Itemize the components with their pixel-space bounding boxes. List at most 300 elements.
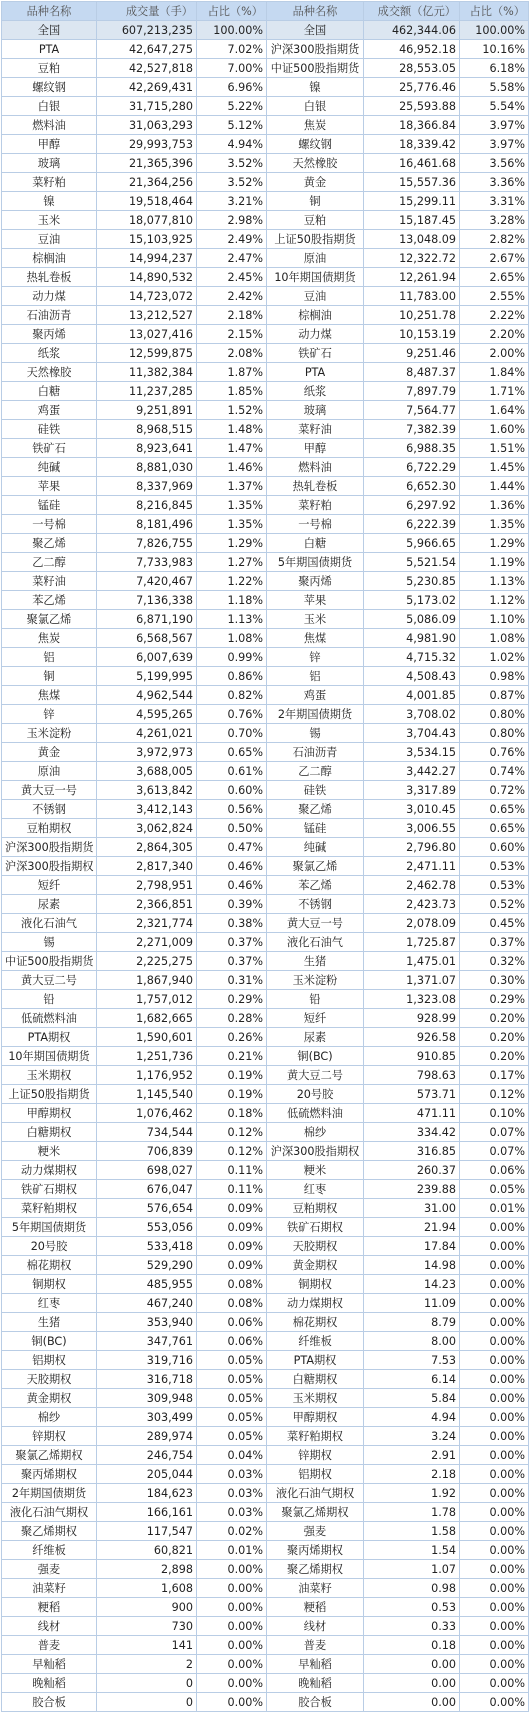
table-row bbox=[2, 1674, 529, 1693]
right-share-cell: 0.00% bbox=[460, 1256, 529, 1275]
right-name-cell: 沪深300股指期权 bbox=[267, 1142, 364, 1161]
right-share-cell: 0.05% bbox=[460, 1180, 529, 1199]
right-name-cell: 豆粕 bbox=[267, 211, 364, 230]
right-share-cell: 10.16% bbox=[460, 40, 529, 59]
left-volume-cell: 7,826,755 bbox=[97, 534, 197, 553]
right-name-cell: 苹果 bbox=[267, 591, 364, 610]
right-name-cell: 中证500股指期货 bbox=[267, 59, 364, 78]
right-name-cell: 黄大豆一号 bbox=[267, 914, 364, 933]
table-row bbox=[2, 1332, 529, 1351]
right-name-cell: 纯碱 bbox=[267, 838, 364, 857]
table-row bbox=[2, 1256, 529, 1275]
right-share-cell: 0.52% bbox=[460, 895, 529, 914]
left-share-cell: 1.27% bbox=[197, 553, 267, 572]
right-share-cell: 0.07% bbox=[460, 1123, 529, 1142]
right-name-cell: 铜(BC) bbox=[267, 1047, 364, 1066]
right-name-cell: 玉米淀粉 bbox=[267, 971, 364, 990]
left-name-cell: 鸡蛋 bbox=[2, 401, 97, 420]
right-name-cell: 纤维板 bbox=[267, 1332, 364, 1351]
right-share-cell: 2.82% bbox=[460, 230, 529, 249]
left-share-cell: 0.09% bbox=[197, 1218, 267, 1237]
right-amount-cell: 334.42 bbox=[364, 1123, 460, 1142]
left-volume-cell: 117,547 bbox=[97, 1522, 197, 1541]
table-row bbox=[2, 1655, 529, 1674]
left-volume-cell: 316,718 bbox=[97, 1370, 197, 1389]
right-share-cell: 1.71% bbox=[460, 382, 529, 401]
left-name-cell: 聚氯乙烯期权 bbox=[2, 1446, 97, 1465]
table-row bbox=[2, 135, 529, 154]
left-name-cell: 粳稻 bbox=[2, 1598, 97, 1617]
left-share-cell: 4.94% bbox=[197, 135, 267, 154]
left-share-cell: 3.52% bbox=[197, 173, 267, 192]
left-share-cell: 0.56% bbox=[197, 800, 267, 819]
table-row bbox=[2, 895, 529, 914]
left-name-cell: 聚丙烯 bbox=[2, 325, 97, 344]
left-name-cell: 聚乙烯 bbox=[2, 534, 97, 553]
right-name-cell: 5年期国债期货 bbox=[267, 553, 364, 572]
left-name-cell: 沪深300股指期权 bbox=[2, 857, 97, 876]
table-row bbox=[2, 116, 529, 135]
right-name-cell: 原油 bbox=[267, 249, 364, 268]
table-row bbox=[2, 1028, 529, 1047]
left-share-cell: 1.22% bbox=[197, 572, 267, 591]
table-row bbox=[2, 1389, 529, 1408]
left-volume-cell: 15,103,925 bbox=[97, 230, 197, 249]
left-share-cell: 2.18% bbox=[197, 306, 267, 325]
left-share-cell: 0.21% bbox=[197, 1047, 267, 1066]
left-name-cell: 白银 bbox=[2, 97, 97, 116]
left-share-cell: 0.19% bbox=[197, 1066, 267, 1085]
right-amount-cell: 7,897.79 bbox=[364, 382, 460, 401]
right-share-cell: 0.30% bbox=[460, 971, 529, 990]
left-name-cell: 红枣 bbox=[2, 1294, 97, 1313]
left-name-cell: 菜籽粕 bbox=[2, 173, 97, 192]
left-share-cell: 0.00% bbox=[197, 1693, 267, 1712]
right-name-cell: 线材 bbox=[267, 1617, 364, 1636]
left-volume-cell: 205,044 bbox=[97, 1465, 197, 1484]
left-name-cell: 苯乙烯 bbox=[2, 591, 97, 610]
left-share-cell: 0.76% bbox=[197, 705, 267, 724]
left-share-cell: 0.38% bbox=[197, 914, 267, 933]
left-volume-cell: 11,237,285 bbox=[97, 382, 197, 401]
left-name-cell: 锌期权 bbox=[2, 1427, 97, 1446]
right-share-cell: 0.74% bbox=[460, 762, 529, 781]
right-name-cell: 镍 bbox=[267, 78, 364, 97]
table-row bbox=[2, 1009, 529, 1028]
left-volume-cell: 42,269,431 bbox=[97, 78, 197, 97]
right-name-cell: 黄金期权 bbox=[267, 1256, 364, 1275]
right-share-cell: 0.98% bbox=[460, 667, 529, 686]
left-volume-cell: 6,871,190 bbox=[97, 610, 197, 629]
left-volume-cell: 2,271,009 bbox=[97, 933, 197, 952]
right-amount-cell: 573.71 bbox=[364, 1085, 460, 1104]
left-share-cell: 0.50% bbox=[197, 819, 267, 838]
left-name-cell: 晚籼稻 bbox=[2, 1674, 97, 1693]
left-share-cell: 0.00% bbox=[197, 1617, 267, 1636]
left-volume-cell: 730 bbox=[97, 1617, 197, 1636]
table-row bbox=[2, 363, 529, 382]
right-share-cell: 0.00% bbox=[460, 1313, 529, 1332]
right-share-cell: 100.00% bbox=[460, 21, 529, 40]
right-amount-cell: 316.85 bbox=[364, 1142, 460, 1161]
left-volume-cell: 5,199,995 bbox=[97, 667, 197, 686]
left-share-cell: 0.06% bbox=[197, 1332, 267, 1351]
right-amount-cell: 1.07 bbox=[364, 1560, 460, 1579]
right-name-cell: 液化石油气期权 bbox=[267, 1484, 364, 1503]
left-volume-cell: 4,962,544 bbox=[97, 686, 197, 705]
right-share-cell: 5.58% bbox=[460, 78, 529, 97]
left-volume-cell: 60,821 bbox=[97, 1541, 197, 1560]
right-name-cell: 普麦 bbox=[267, 1636, 364, 1655]
right-amount-cell: 3,704.43 bbox=[364, 724, 460, 743]
left-share-cell: 2.15% bbox=[197, 325, 267, 344]
right-amount-cell: 13,048.09 bbox=[364, 230, 460, 249]
left-share-cell: 0.46% bbox=[197, 857, 267, 876]
left-share-cell: 0.11% bbox=[197, 1161, 267, 1180]
right-share-cell: 0.80% bbox=[460, 724, 529, 743]
right-name-cell: 油菜籽 bbox=[267, 1579, 364, 1598]
right-amount-cell: 2,423.73 bbox=[364, 895, 460, 914]
table-row bbox=[2, 173, 529, 192]
left-share-cell: 0.05% bbox=[197, 1389, 267, 1408]
left-share-cell: 1.46% bbox=[197, 458, 267, 477]
table-row bbox=[2, 705, 529, 724]
left-name-cell: 天胶期权 bbox=[2, 1370, 97, 1389]
right-amount-cell: 2,471.11 bbox=[364, 857, 460, 876]
right-name-cell: 10年期国债期货 bbox=[267, 268, 364, 287]
right-name-cell: 聚氯乙烯 bbox=[267, 857, 364, 876]
right-share-cell: 0.12% bbox=[460, 1085, 529, 1104]
right-amount-cell: 0.33 bbox=[364, 1617, 460, 1636]
left-volume-cell: 900 bbox=[97, 1598, 197, 1617]
table-row bbox=[2, 838, 529, 857]
header-left-volume: 成交量（手） bbox=[97, 2, 197, 21]
left-volume-cell: 2,366,851 bbox=[97, 895, 197, 914]
right-name-cell: 胶合板 bbox=[267, 1693, 364, 1712]
right-amount-cell: 18,366.84 bbox=[364, 116, 460, 135]
header-right-share: 占比（%） bbox=[460, 2, 529, 21]
right-amount-cell: 4,001.85 bbox=[364, 686, 460, 705]
table-row bbox=[2, 1294, 529, 1313]
table-row bbox=[2, 401, 529, 420]
right-name-cell: 铁矿石期权 bbox=[267, 1218, 364, 1237]
right-name-cell: 聚丙烯 bbox=[267, 572, 364, 591]
left-name-cell: 不锈钢 bbox=[2, 800, 97, 819]
right-amount-cell: 3,010.45 bbox=[364, 800, 460, 819]
right-share-cell: 1.84% bbox=[460, 363, 529, 382]
right-amount-cell: 239.88 bbox=[364, 1180, 460, 1199]
right-share-cell: 0.00% bbox=[460, 1484, 529, 1503]
right-amount-cell: 0.00 bbox=[364, 1674, 460, 1693]
left-volume-cell: 576,654 bbox=[97, 1199, 197, 1218]
right-name-cell: 锌 bbox=[267, 648, 364, 667]
right-name-cell: 铝 bbox=[267, 667, 364, 686]
left-name-cell: 2年期国债期货 bbox=[2, 1484, 97, 1503]
table-row bbox=[2, 572, 529, 591]
right-amount-cell: 0.00 bbox=[364, 1655, 460, 1674]
left-volume-cell: 12,599,875 bbox=[97, 344, 197, 363]
left-share-cell: 100.00% bbox=[197, 21, 267, 40]
left-share-cell: 0.05% bbox=[197, 1351, 267, 1370]
table-row bbox=[2, 553, 529, 572]
right-name-cell: 全国 bbox=[267, 21, 364, 40]
right-share-cell: 1.45% bbox=[460, 458, 529, 477]
left-name-cell: 硅铁 bbox=[2, 420, 97, 439]
table-row bbox=[2, 249, 529, 268]
right-share-cell: 0.00% bbox=[460, 1351, 529, 1370]
left-volume-cell: 31,063,293 bbox=[97, 116, 197, 135]
left-volume-cell: 1,076,462 bbox=[97, 1104, 197, 1123]
left-share-cell: 1.29% bbox=[197, 534, 267, 553]
left-name-cell: 玉米淀粉 bbox=[2, 724, 97, 743]
right-amount-cell: 798.63 bbox=[364, 1066, 460, 1085]
table-row bbox=[2, 458, 529, 477]
left-share-cell: 0.47% bbox=[197, 838, 267, 857]
table-row bbox=[2, 800, 529, 819]
left-name-cell: 玻璃 bbox=[2, 154, 97, 173]
left-volume-cell: 734,544 bbox=[97, 1123, 197, 1142]
header-left-share: 占比（%） bbox=[197, 2, 267, 21]
right-name-cell: 黄金 bbox=[267, 173, 364, 192]
left-volume-cell: 8,881,030 bbox=[97, 458, 197, 477]
left-name-cell: 纸浆 bbox=[2, 344, 97, 363]
left-volume-cell: 3,688,005 bbox=[97, 762, 197, 781]
left-name-cell: PTA bbox=[2, 40, 97, 59]
left-name-cell: 乙二醇 bbox=[2, 553, 97, 572]
right-name-cell: 短纤 bbox=[267, 1009, 364, 1028]
right-amount-cell: 11,783.00 bbox=[364, 287, 460, 306]
left-name-cell: 5年期国债期货 bbox=[2, 1218, 97, 1237]
left-share-cell: 0.19% bbox=[197, 1085, 267, 1104]
left-name-cell: 沪深300股指期货 bbox=[2, 838, 97, 857]
right-name-cell: 鸡蛋 bbox=[267, 686, 364, 705]
left-volume-cell: 1,867,940 bbox=[97, 971, 197, 990]
right-share-cell: 1.19% bbox=[460, 553, 529, 572]
left-volume-cell: 706,839 bbox=[97, 1142, 197, 1161]
right-share-cell: 0.53% bbox=[460, 857, 529, 876]
table-row bbox=[2, 496, 529, 515]
right-share-cell: 5.54% bbox=[460, 97, 529, 116]
table-row-total bbox=[2, 21, 529, 40]
table-row bbox=[2, 439, 529, 458]
left-share-cell: 1.13% bbox=[197, 610, 267, 629]
right-share-cell: 0.76% bbox=[460, 743, 529, 762]
right-amount-cell: 1.78 bbox=[364, 1503, 460, 1522]
left-name-cell: 低硫燃料油 bbox=[2, 1009, 97, 1028]
right-amount-cell: 3,317.89 bbox=[364, 781, 460, 800]
right-name-cell: 聚乙烯 bbox=[267, 800, 364, 819]
left-name-cell: 铜期权 bbox=[2, 1275, 97, 1294]
right-name-cell: 聚乙烯期权 bbox=[267, 1560, 364, 1579]
right-amount-cell: 462,344.06 bbox=[364, 21, 460, 40]
right-amount-cell: 6,297.92 bbox=[364, 496, 460, 515]
table-row bbox=[2, 287, 529, 306]
table-row bbox=[2, 1370, 529, 1389]
left-name-cell: 液化石油气期权 bbox=[2, 1503, 97, 1522]
right-name-cell: 上证50股指期货 bbox=[267, 230, 364, 249]
right-amount-cell: 5,086.09 bbox=[364, 610, 460, 629]
right-name-cell: 20号胶 bbox=[267, 1085, 364, 1104]
right-amount-cell: 1.92 bbox=[364, 1484, 460, 1503]
left-share-cell: 1.87% bbox=[197, 363, 267, 382]
right-share-cell: 3.31% bbox=[460, 192, 529, 211]
left-name-cell: 甲醇期权 bbox=[2, 1104, 97, 1123]
right-share-cell: 1.35% bbox=[460, 515, 529, 534]
table-row bbox=[2, 192, 529, 211]
right-share-cell: 0.72% bbox=[460, 781, 529, 800]
left-volume-cell: 19,518,464 bbox=[97, 192, 197, 211]
right-name-cell: 铜期权 bbox=[267, 1275, 364, 1294]
right-share-cell: 0.00% bbox=[460, 1294, 529, 1313]
left-share-cell: 5.12% bbox=[197, 116, 267, 135]
right-amount-cell: 3.24 bbox=[364, 1427, 460, 1446]
futures-volume-table bbox=[1, 1, 529, 1712]
table-row bbox=[2, 1237, 529, 1256]
right-name-cell: 天然橡胶 bbox=[267, 154, 364, 173]
left-volume-cell: 3,972,973 bbox=[97, 743, 197, 762]
right-amount-cell: 1,323.08 bbox=[364, 990, 460, 1009]
right-amount-cell: 46,952.18 bbox=[364, 40, 460, 59]
left-name-cell: 菜籽油 bbox=[2, 572, 97, 591]
left-name-cell: 豆粕期权 bbox=[2, 819, 97, 838]
left-name-cell: 液化石油气 bbox=[2, 914, 97, 933]
left-name-cell: 中证500股指期货 bbox=[2, 952, 97, 971]
left-name-cell: 线材 bbox=[2, 1617, 97, 1636]
right-share-cell: 2.67% bbox=[460, 249, 529, 268]
right-name-cell: 红枣 bbox=[267, 1180, 364, 1199]
left-share-cell: 0.12% bbox=[197, 1123, 267, 1142]
right-name-cell: 白银 bbox=[267, 97, 364, 116]
left-volume-cell: 3,412,143 bbox=[97, 800, 197, 819]
left-name-cell: 原油 bbox=[2, 762, 97, 781]
table-body bbox=[2, 21, 529, 1712]
right-name-cell: 焦炭 bbox=[267, 116, 364, 135]
left-name-cell: 短纤 bbox=[2, 876, 97, 895]
left-name-cell: 豆粕 bbox=[2, 59, 97, 78]
left-volume-cell: 31,715,280 bbox=[97, 97, 197, 116]
right-name-cell: 甲醇 bbox=[267, 439, 364, 458]
right-name-cell: 2年期国债期货 bbox=[267, 705, 364, 724]
left-volume-cell: 246,754 bbox=[97, 1446, 197, 1465]
left-volume-cell: 14,994,237 bbox=[97, 249, 197, 268]
left-share-cell: 0.00% bbox=[197, 1655, 267, 1674]
left-name-cell: 石油沥青 bbox=[2, 306, 97, 325]
table-row bbox=[2, 306, 529, 325]
table-row bbox=[2, 1351, 529, 1370]
left-name-cell: 焦煤 bbox=[2, 686, 97, 705]
left-name-cell: 生猪 bbox=[2, 1313, 97, 1332]
left-name-cell: 白糖期权 bbox=[2, 1123, 97, 1142]
right-name-cell: 强麦 bbox=[267, 1522, 364, 1541]
left-share-cell: 0.26% bbox=[197, 1028, 267, 1047]
right-name-cell: 燃料油 bbox=[267, 458, 364, 477]
right-amount-cell: 10,153.19 bbox=[364, 325, 460, 344]
left-share-cell: 2.45% bbox=[197, 268, 267, 287]
left-name-cell: 焦炭 bbox=[2, 629, 97, 648]
left-share-cell: 0.09% bbox=[197, 1199, 267, 1218]
left-share-cell: 0.70% bbox=[197, 724, 267, 743]
right-name-cell: 石油沥青 bbox=[267, 743, 364, 762]
left-share-cell: 0.29% bbox=[197, 990, 267, 1009]
right-amount-cell: 0.98 bbox=[364, 1579, 460, 1598]
right-amount-cell: 12,261.94 bbox=[364, 268, 460, 287]
right-share-cell: 1.29% bbox=[460, 534, 529, 553]
left-volume-cell: 553,056 bbox=[97, 1218, 197, 1237]
table-row bbox=[2, 1541, 529, 1560]
left-name-cell: 胶合板 bbox=[2, 1693, 97, 1712]
left-share-cell: 0.03% bbox=[197, 1465, 267, 1484]
left-name-cell: 甲醇 bbox=[2, 135, 97, 154]
right-name-cell: 焦煤 bbox=[267, 629, 364, 648]
right-share-cell: 0.17% bbox=[460, 1066, 529, 1085]
left-volume-cell: 467,240 bbox=[97, 1294, 197, 1313]
left-name-cell: 黄大豆二号 bbox=[2, 971, 97, 990]
right-share-cell: 1.64% bbox=[460, 401, 529, 420]
right-share-cell: 0.29% bbox=[460, 990, 529, 1009]
left-volume-cell: 1,757,012 bbox=[97, 990, 197, 1009]
table-row bbox=[2, 1484, 529, 1503]
left-name-cell: 上证50股指期货 bbox=[2, 1085, 97, 1104]
right-name-cell: 尿素 bbox=[267, 1028, 364, 1047]
right-name-cell: 一号棉 bbox=[267, 515, 364, 534]
right-amount-cell: 2,462.78 bbox=[364, 876, 460, 895]
left-share-cell: 0.86% bbox=[197, 667, 267, 686]
right-share-cell: 6.18% bbox=[460, 59, 529, 78]
right-amount-cell: 3,708.02 bbox=[364, 705, 460, 724]
table-row bbox=[2, 686, 529, 705]
table-row bbox=[2, 1427, 529, 1446]
right-name-cell: 低硫燃料油 bbox=[267, 1104, 364, 1123]
table-row bbox=[2, 876, 529, 895]
right-share-cell: 1.51% bbox=[460, 439, 529, 458]
left-share-cell: 0.00% bbox=[197, 1579, 267, 1598]
right-name-cell: 动力煤期权 bbox=[267, 1294, 364, 1313]
header-left-name: 品种名称 bbox=[2, 2, 97, 21]
table-row bbox=[2, 1617, 529, 1636]
table-row bbox=[2, 1275, 529, 1294]
left-name-cell: 粳米 bbox=[2, 1142, 97, 1161]
right-amount-cell: 1,371.07 bbox=[364, 971, 460, 990]
right-share-cell: 0.80% bbox=[460, 705, 529, 724]
left-share-cell: 0.65% bbox=[197, 743, 267, 762]
right-amount-cell: 15,299.11 bbox=[364, 192, 460, 211]
table-row bbox=[2, 154, 529, 173]
left-share-cell: 0.08% bbox=[197, 1275, 267, 1294]
left-volume-cell: 698,027 bbox=[97, 1161, 197, 1180]
left-name-cell: 棕榈油 bbox=[2, 249, 97, 268]
left-volume-cell: 13,027,416 bbox=[97, 325, 197, 344]
left-volume-cell: 2,898 bbox=[97, 1560, 197, 1579]
right-amount-cell: 11.09 bbox=[364, 1294, 460, 1313]
left-volume-cell: 8,968,515 bbox=[97, 420, 197, 439]
right-amount-cell: 2.18 bbox=[364, 1465, 460, 1484]
right-name-cell: 棕榈油 bbox=[267, 306, 364, 325]
left-volume-cell: 21,364,256 bbox=[97, 173, 197, 192]
left-share-cell: 3.52% bbox=[197, 154, 267, 173]
right-share-cell: 0.37% bbox=[460, 933, 529, 952]
left-volume-cell: 13,212,527 bbox=[97, 306, 197, 325]
table-row bbox=[2, 933, 529, 952]
left-share-cell: 2.98% bbox=[197, 211, 267, 230]
table-row bbox=[2, 40, 529, 59]
left-share-cell: 0.05% bbox=[197, 1408, 267, 1427]
right-share-cell: 0.00% bbox=[460, 1275, 529, 1294]
right-share-cell: 0.00% bbox=[460, 1389, 529, 1408]
left-name-cell: 聚乙烯期权 bbox=[2, 1522, 97, 1541]
right-amount-cell: 21.94 bbox=[364, 1218, 460, 1237]
table-row bbox=[2, 97, 529, 116]
right-amount-cell: 4,715.32 bbox=[364, 648, 460, 667]
